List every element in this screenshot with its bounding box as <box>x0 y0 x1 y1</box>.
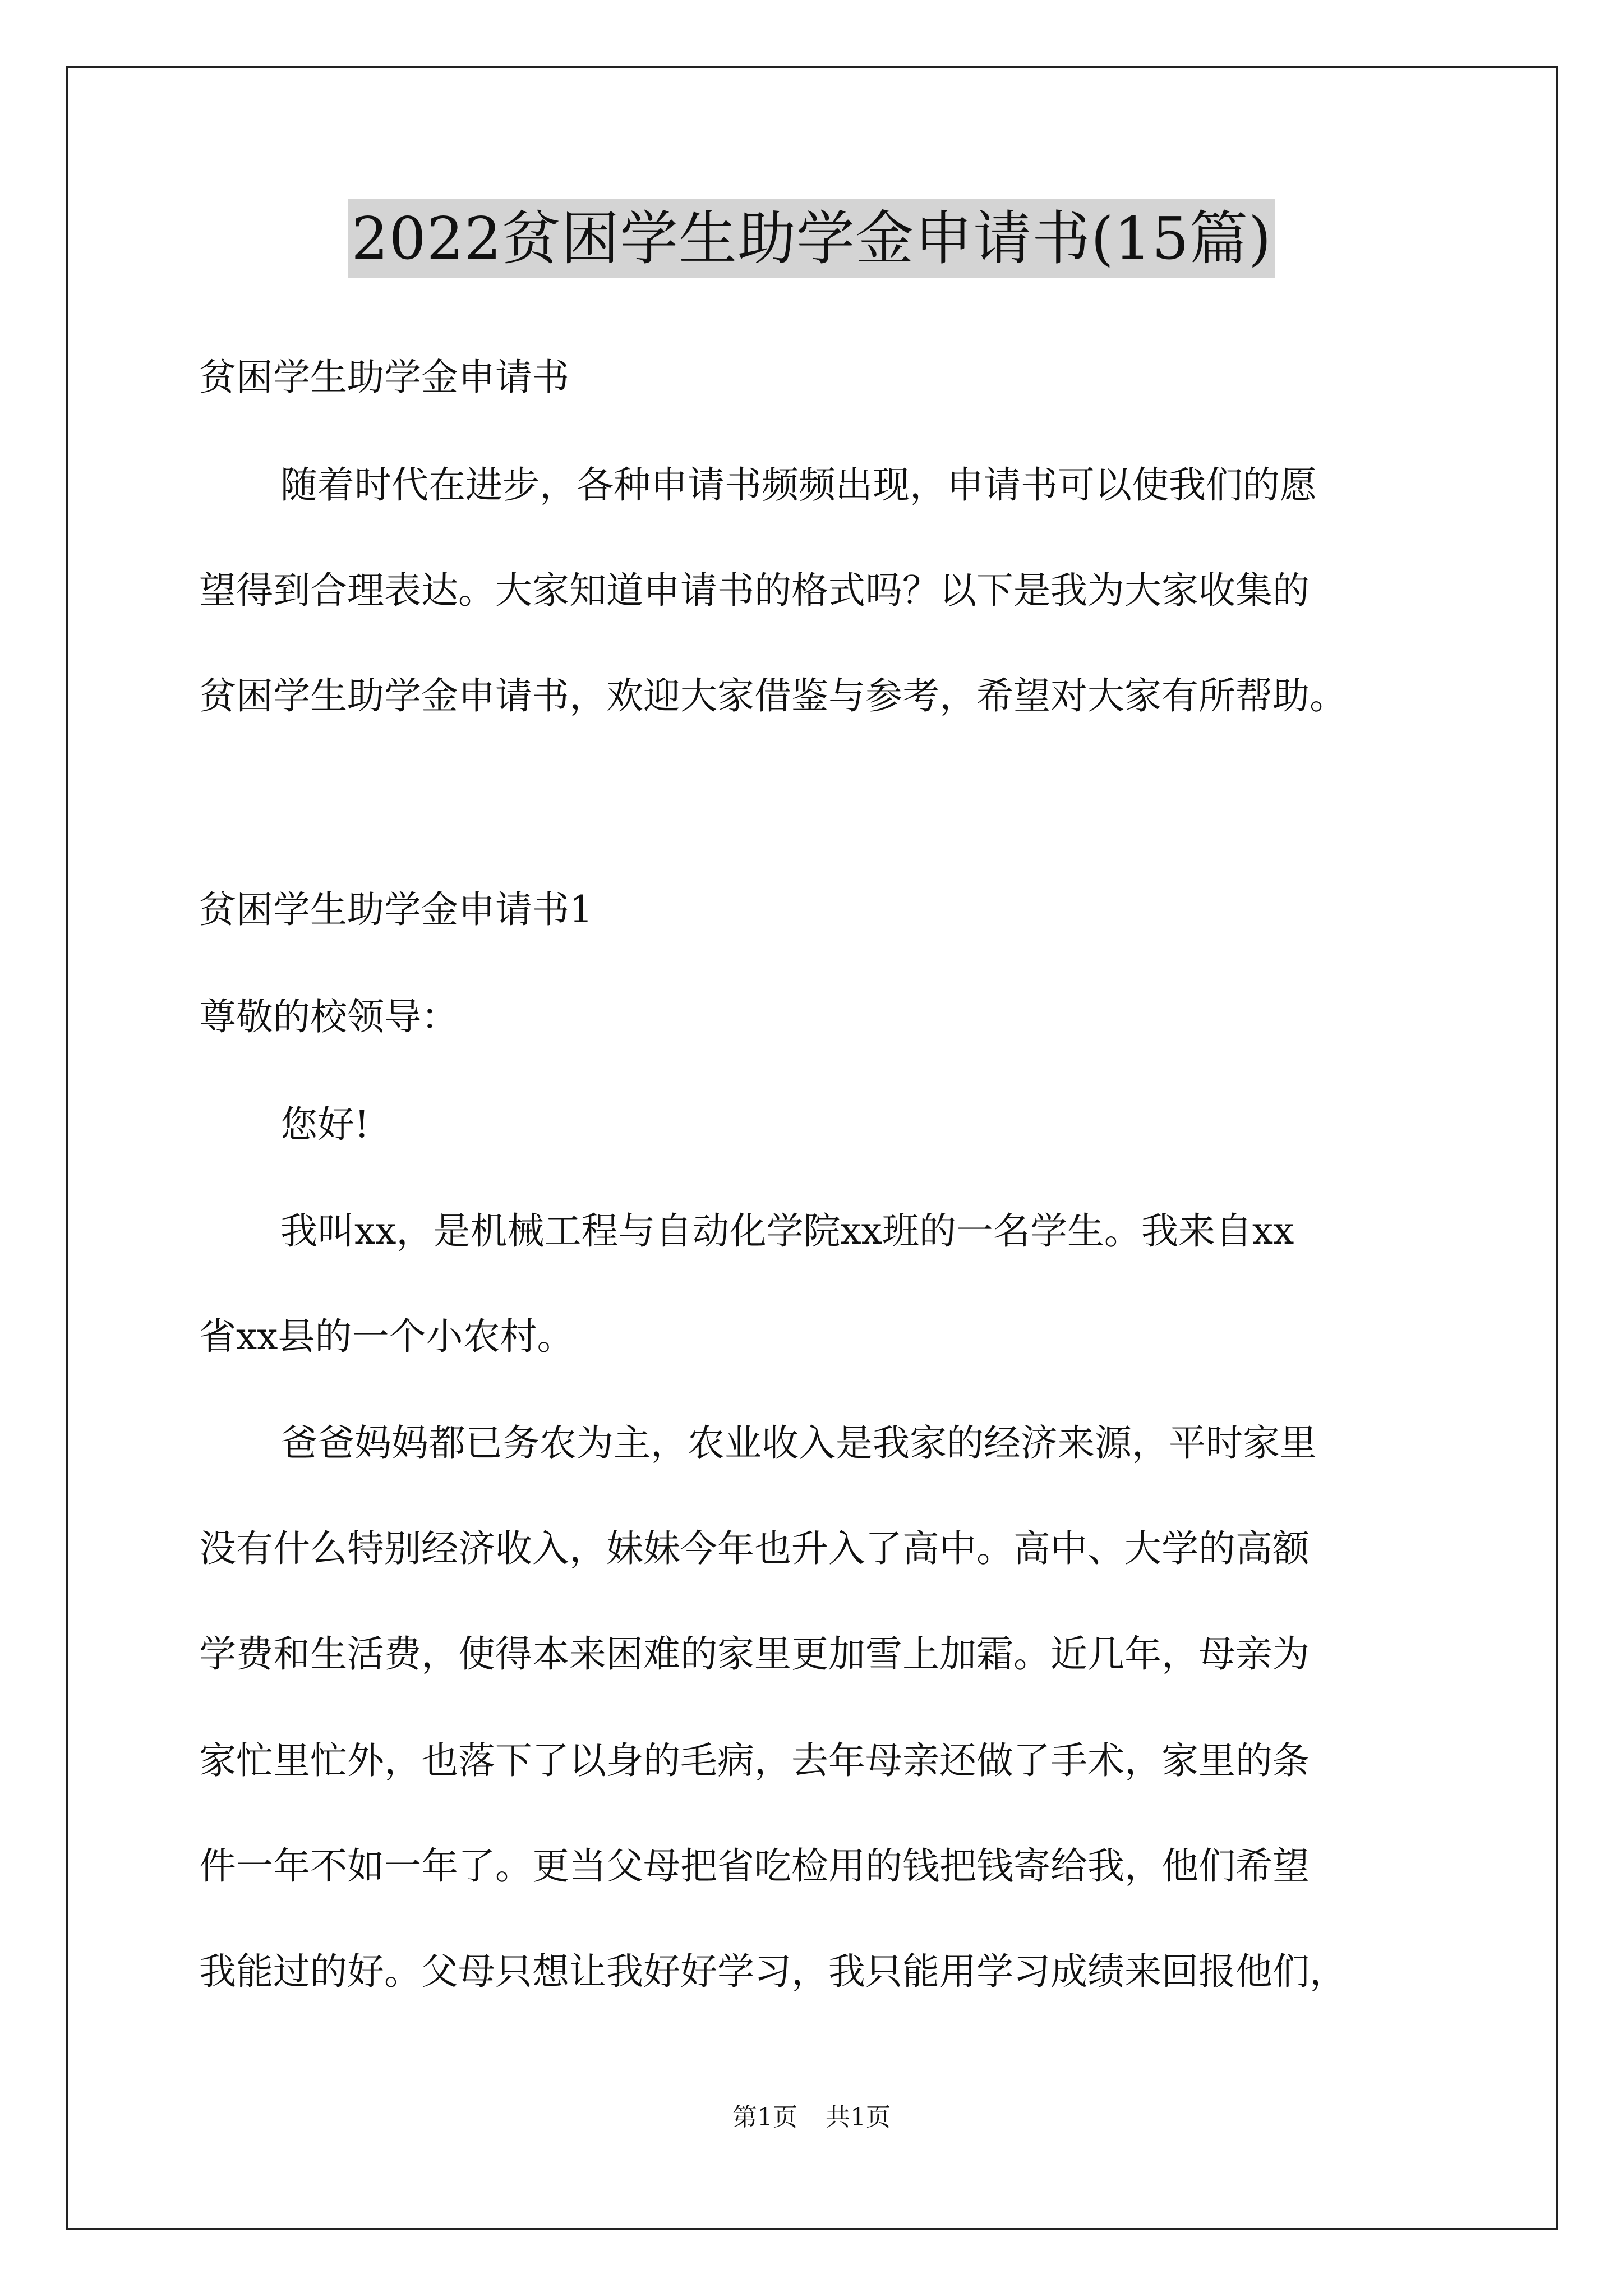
intro-line: 贫困学生助学金申请书，欢迎大家借鉴与参考，希望对大家有所帮助。 <box>199 674 1347 717</box>
paragraph-line: 我能过的好。父母只想让我好好学习，我只能用学习成绩来回报他们， <box>199 1950 1347 1993</box>
greeting: 您好! <box>280 1103 370 1146</box>
paragraph-line: 没有什么特别经济收入，妹妹今年也升入了高中。高中、大学的高额 <box>199 1527 1310 1570</box>
paragraph-line: 件一年不如一年了。更当父母把省吃检用的钱把钱寄给我，他们希望 <box>199 1844 1310 1888</box>
document-title: 2022贫困学生助学金申请书(15篇) <box>348 199 1275 278</box>
intro-heading: 贫困学生助学金申请书 <box>199 356 569 399</box>
page-number: 第1页 <box>732 2103 797 2132</box>
paragraph-line: 爸爸妈妈都已务农为主，农业收入是我家的经济来源，平时家里 <box>280 1421 1317 1465</box>
page-footer <box>0 2101 1623 2134</box>
paragraph-line: 我叫xx，是机械工程与自动化学院xx班的一名学生。我来自xx <box>280 1209 1294 1253</box>
intro-line: 望得到合理表达。大家知道申请书的格式吗？以下是我为大家收集的 <box>199 569 1310 612</box>
page-total: 共1页 <box>826 2103 891 2132</box>
salutation: 尊敬的校领导： <box>199 995 458 1038</box>
paragraph-line: 家忙里忙外，也落下了以身的毛病，去年母亲还做了手术，家里的条 <box>199 1739 1310 1782</box>
section-heading: 贫困学生助学金申请书1 <box>199 888 593 931</box>
intro-line: 随着时代在进步，各种申请书频频出现，申请书可以使我们的愿 <box>280 463 1317 507</box>
paragraph-line: 省xx县的一个小农村。 <box>199 1315 574 1358</box>
title-container <box>0 199 1623 278</box>
paragraph-line: 学费和生活费，使得本来困难的家里更加雪上加霜。近几年，母亲为 <box>199 1632 1310 1676</box>
